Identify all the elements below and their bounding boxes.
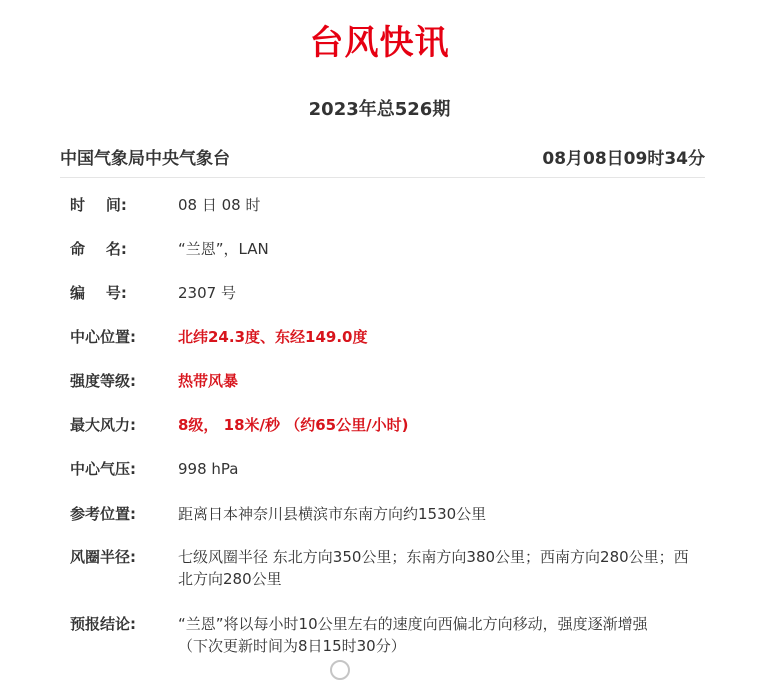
row-value: 热带风暴 bbox=[178, 372, 239, 390]
page-title: 台风快讯 bbox=[309, 23, 450, 63]
row-label: 参考位置: bbox=[70, 505, 136, 523]
issue-time: 08月08日09时34分 bbox=[542, 149, 705, 169]
forecast-text: “兰恩”将以每小时10公里左右的速度向西偏北方向移动，强度逐渐增强 bbox=[178, 615, 648, 633]
weibo-watermark bbox=[330, 660, 354, 683]
row-label: 强度等级: bbox=[70, 372, 136, 390]
row-label: 最大风力: bbox=[70, 416, 136, 434]
row-value: 距离日本神奈川县横滨市东南方向约1530公里 bbox=[178, 505, 487, 523]
row-value: 08 日 08 时 bbox=[178, 196, 261, 214]
row-label: 命 名: bbox=[70, 240, 127, 258]
row-label: 中心位置: bbox=[70, 328, 136, 346]
weibo-icon bbox=[330, 660, 350, 680]
row-label: 风圈半径: bbox=[70, 548, 136, 566]
row-value: “兰恩”，LAN bbox=[178, 240, 269, 258]
agency-name: 中国气象局中央气象台 bbox=[60, 149, 230, 169]
bulletin-header bbox=[60, 145, 705, 178]
row-value: 2307 号 bbox=[178, 284, 236, 302]
row-label: 编 号: bbox=[70, 284, 127, 302]
next-update-note: （下次更新时间为8日15时30分） bbox=[178, 637, 406, 655]
row-label: 预报结论: bbox=[70, 615, 136, 633]
row-label: 中心气压: bbox=[70, 460, 136, 478]
row-value: 8级， 18米/秒 （约65公里/小时) bbox=[178, 416, 409, 434]
row-value: 北纬24.3度、东经149.0度 bbox=[178, 328, 368, 346]
issue-number: 2023年总526期 bbox=[308, 99, 451, 120]
row-value bbox=[178, 613, 698, 657]
row-value: 998 hPa bbox=[178, 460, 239, 478]
row-value: 七级风圈半径 东北方向350公里；东南方向380公里；西南方向280公里；西北方向280公里 bbox=[178, 548, 689, 588]
row-label: 时 间: bbox=[70, 196, 127, 214]
